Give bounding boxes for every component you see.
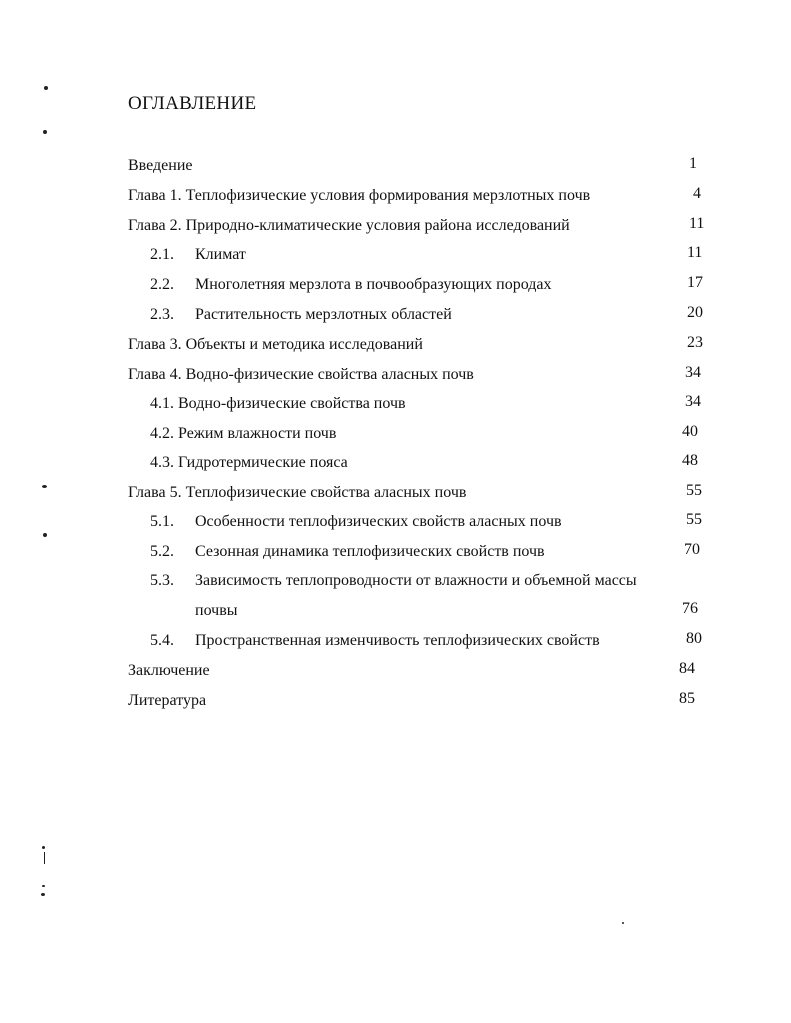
toc-entry-text: Литература [128,692,207,709]
toc-entry-page: 1 [689,155,697,172]
scan-mark [42,885,45,887]
toc-entry-number: 2.2. [150,276,174,293]
toc-entry-text: Глава 1. Теплофизические условия формирования мерзлотных почв [128,187,591,204]
scan-mark [43,533,47,537]
toc-entry-page: 40 [682,423,698,440]
toc-entry-text: Многолетняя мерзлота в почвообразующих породах [195,276,552,293]
toc-entry-text: Глава 3. Объекты и методика исследований [128,336,423,353]
toc-entry-text: Пространственная изменчивость теплофизических свойств [195,632,600,649]
scan-mark [44,86,48,90]
toc-entry-text: Сезонная динамика теплофизических свойств почв [195,543,545,560]
toc-entry-text: Растительность мерзлотных областей [195,306,452,323]
toc-entry-page: 48 [682,452,698,469]
toc-entry-text: Заключение [128,662,210,679]
toc-entry-page: 34 [685,393,701,410]
toc-entry-page: 20 [687,304,703,321]
scan-mark [42,846,45,849]
toc-entry-page: 55 [686,482,702,499]
toc-entry-text: Глава 2. Природно-климатические условия района исследований [128,217,570,234]
toc-entry-number: 5.2. [150,543,174,560]
toc-entry-page: 34 [685,364,701,381]
toc-entry-number: 5.1. [150,513,174,530]
toc-entry-number: 5.4. [150,632,174,649]
scan-mark [44,852,45,864]
toc-entry-text: Глава 4. Водно-физические свойства аласных почв [128,366,474,383]
scan-mark [43,130,47,134]
toc-entry-page: 85 [679,690,695,707]
page-title: ОГЛАВЛЕНИЕ [128,93,257,114]
toc-entry-page: 84 [679,660,695,677]
toc-entry-page: 70 [684,541,700,558]
toc-entry-text: Глава 5. Теплофизические свойства аласных почв [128,484,467,501]
toc-entry-page: 11 [687,244,703,261]
toc-entry-page: 55 [686,511,702,528]
toc-entry-number: 2.3. [150,306,174,323]
scan-mark [622,922,624,924]
toc-entry-page: 23 [687,334,703,351]
toc-entry-text: 4.2. Режим влажности почв [150,425,337,442]
toc-entry-text: Зависимость теплопроводности от влажности и объемной массы [195,572,637,589]
toc-entry-number: 2.1. [150,246,174,263]
toc-entry-number: 5.3. [150,572,174,589]
toc-entry-page: 80 [686,630,702,647]
toc-entry-text: Особенности теплофизических свойств аласных почв [195,513,562,530]
toc-entry-page: 4 [693,185,701,202]
toc-entry-page: 17 [687,274,703,291]
toc-entry-text: Климат [195,246,246,263]
toc-entry-page: 76 [682,600,698,617]
toc-entry-text: 4.3. Гидротермические пояса [150,454,348,471]
toc-entry-text: Введение [128,157,193,174]
toc-entry-text: почвы [195,602,238,619]
scan-mark [41,893,45,896]
toc-entry-text: 4.1. Водно-физические свойства почв [150,395,406,412]
scan-mark [42,485,47,488]
toc-entry-page: 11 [689,215,705,232]
